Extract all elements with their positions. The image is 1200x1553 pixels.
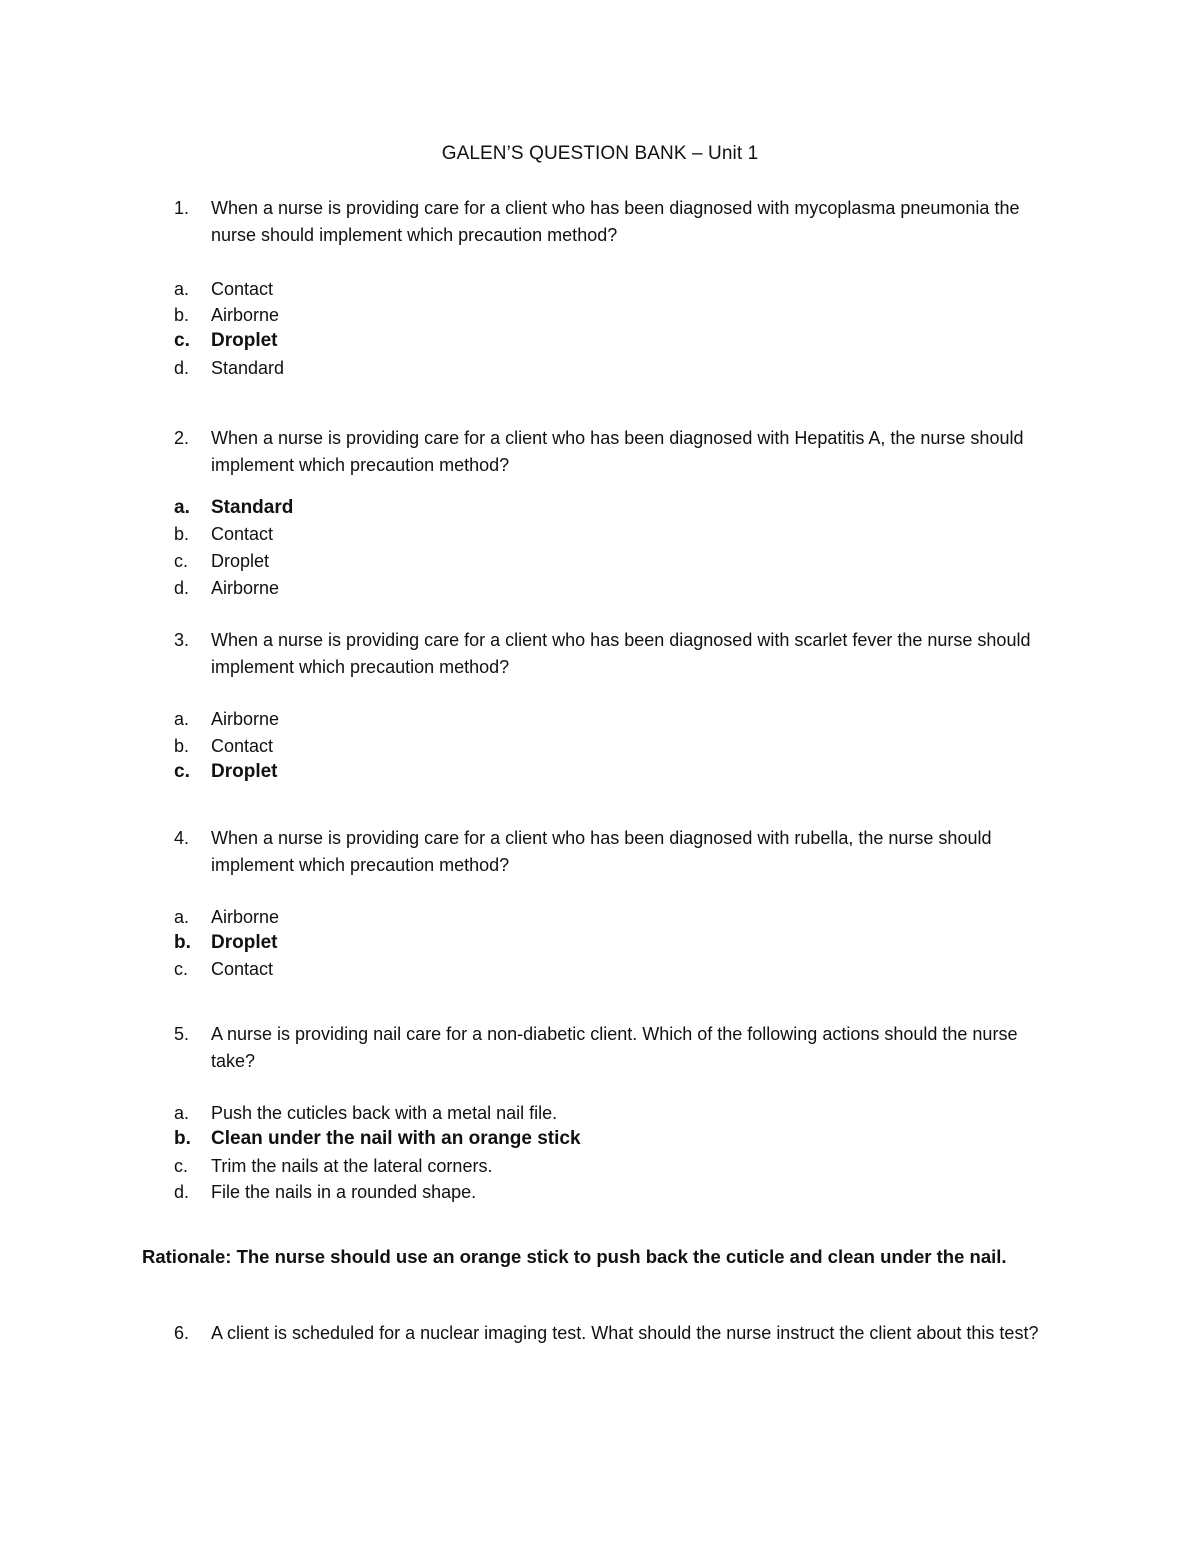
question-number: 2. [174,428,190,448]
option-letter: a. [174,709,190,729]
option-3b [0,733,1200,760]
option-letter: c. [174,551,189,571]
option-letter: a. [174,279,190,299]
option-letter: d. [174,358,190,378]
option-text: Airborne [211,907,280,927]
option-text: Airborne [211,578,280,598]
option-letter: c. [174,761,190,782]
option-text: Contact [211,279,274,299]
option-5a [0,1100,1200,1127]
option-letter: a. [174,1103,190,1123]
option-text: Standard [211,358,285,378]
question-text: A client is scheduled for a nuclear imaging test. What should the nurse instruct the client about this test? [211,1323,1039,1343]
option-letter: a. [174,907,190,927]
question-text: When a nurse is providing care for a client who has been diagnosed with Hepatitis A, the nurse should implement which precaution method? [211,428,1024,475]
option-letter: b. [174,736,190,756]
option-text: Droplet [211,551,270,571]
option-text: Airborne [211,305,280,325]
option-letter: c. [174,959,189,979]
option-text: Trim the nails at the lateral corners. [211,1156,493,1176]
option-4a [0,904,1200,931]
option-text: Contact [211,736,274,756]
option-5b-correct [0,1126,1200,1153]
option-1d [0,355,1200,382]
option-1a [0,276,1200,303]
question-number: 5. [174,1024,190,1044]
option-text: Contact [211,959,274,979]
question-text: When a nurse is providing care for a client who has been diagnosed with scarlet fever the nurse should implement which precaution method? [211,630,1031,677]
option-5d [0,1179,1200,1206]
option-4b-correct [0,930,1200,957]
option-text: File the nails in a rounded shape. [211,1182,477,1202]
option-4c [0,956,1200,983]
option-3c-correct [0,759,1200,786]
question-text: A nurse is providing nail care for a non-diabetic client. Which of the following actions should the nurse take? [211,1024,1018,1071]
question-number: 6. [174,1323,190,1343]
question-text: When a nurse is providing care for a client who has been diagnosed with rubella, the nurse should implement which precaution method? [211,828,992,875]
option-letter: a. [174,497,190,518]
question-text: When a nurse is providing care for a client who has been diagnosed with mycoplasma pneumonia the nurse should implement which precaution method? [211,198,1020,245]
option-text: Standard [211,497,294,518]
option-3a [0,706,1200,733]
option-text: Contact [211,524,274,544]
option-text: Airborne [211,709,280,729]
option-text: Droplet [211,330,278,351]
option-2a-correct [0,495,1200,522]
option-text: Push the cuticles back with a metal nail file. [211,1103,558,1123]
option-2b [0,521,1200,548]
option-letter: b. [174,932,191,953]
option-letter: b. [174,305,190,325]
option-text: Droplet [211,761,278,782]
option-letter: c. [174,330,190,351]
option-letter: d. [174,1182,190,1202]
option-text: Droplet [211,932,278,953]
option-letter: d. [174,578,190,598]
option-letter: c. [174,1156,189,1176]
option-1b [0,302,1200,329]
option-letter: b. [174,524,190,544]
question-number: 1. [174,198,190,218]
question-number: 4. [174,828,190,848]
option-5c [0,1153,1200,1180]
question-number: 3. [174,630,190,650]
rationale-text: Rationale: The nurse should use an orange stick to push back the cuticle and clean under the nail. [142,1246,1007,1267]
option-2c [0,548,1200,575]
option-2d [0,575,1200,602]
option-letter: b. [174,1128,191,1149]
option-text: Clean under the nail with an orange stick [211,1128,581,1149]
option-1c-correct [0,328,1200,355]
page-title: GALEN’S QUESTION BANK – Unit 1 [441,143,759,164]
